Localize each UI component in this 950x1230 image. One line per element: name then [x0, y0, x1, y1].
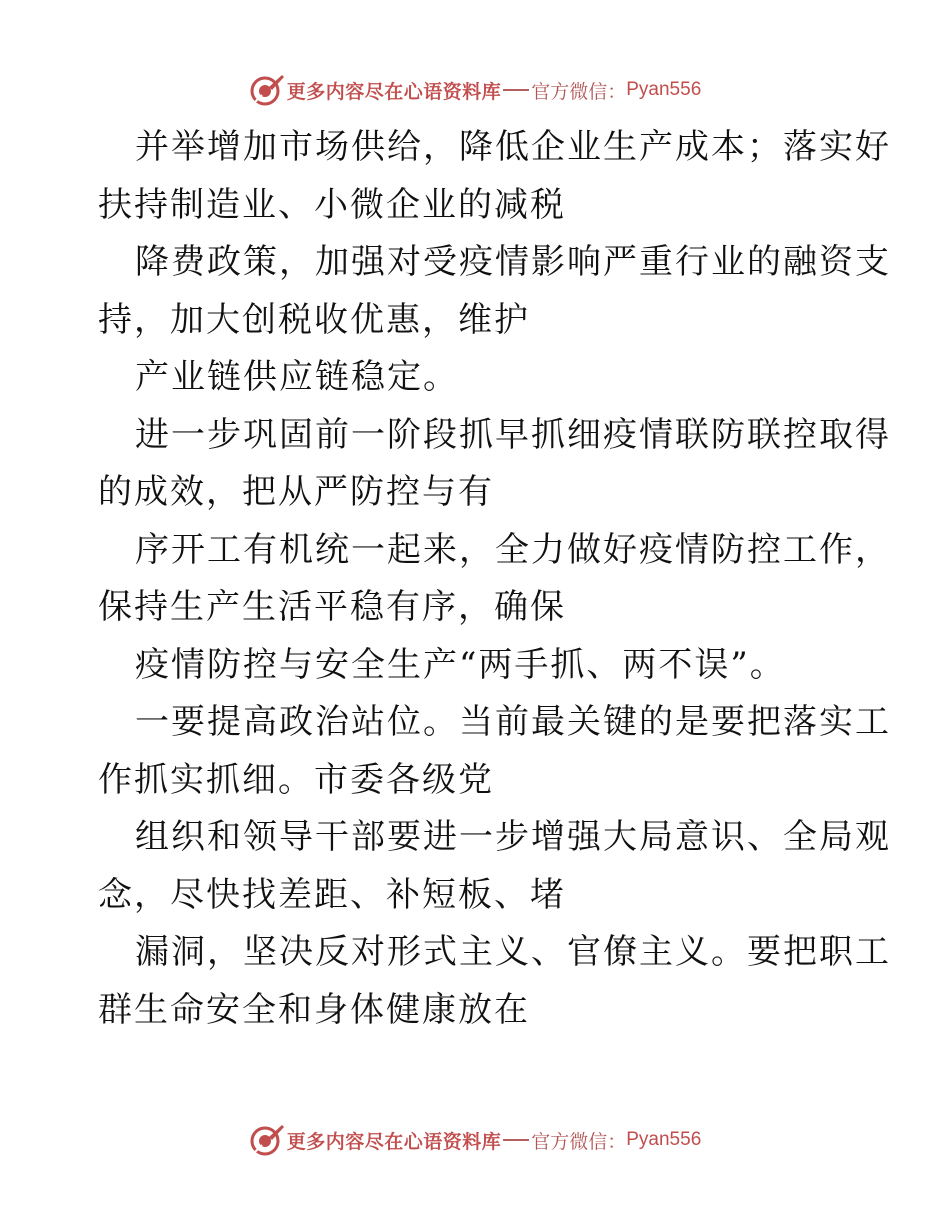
paragraph-line: 念，尽快找差距、补短板、堵 [98, 874, 566, 915]
paragraph-line: 一要提高政治站位。当前最关键的是要把落实工 [135, 702, 891, 742]
watermark-wechat-id: Pyan556 [626, 79, 702, 100]
paragraph-line: 的成效，把从严防控与有 [98, 472, 494, 512]
watermark-wechat-id: Pyan556 [626, 1129, 702, 1150]
paragraph-line: 持，加大创税收优惠，维护 [98, 299, 530, 340]
paragraph-line: 作抓实抓细。市委各级党 [98, 759, 494, 800]
pen-logo-icon [249, 1122, 285, 1158]
paragraph-line: 并举增加市场供给，降低企业生产成本；落实好 [135, 127, 891, 167]
footer-watermark [0, 1120, 950, 1160]
pen-logo-icon [249, 72, 285, 108]
document-body [98, 119, 891, 1039]
watermark-dash [503, 89, 529, 91]
watermark-text: 更多内容尽在心语资料库 [286, 1130, 502, 1153]
paragraph-line: 序开工有机统一起来，全力做好疫情防控工作， [135, 529, 891, 570]
paragraph-line: 疫情防控与安全生产“两手抓、两不误”。 [135, 644, 786, 685]
paragraph-line: 产业链供应链稳定。 [135, 357, 459, 397]
watermark-dash [503, 1139, 529, 1141]
paragraph-line: 组织和领导干部要进一步增强大局意识、全局观 [135, 817, 891, 857]
paragraph-line: 漏洞，坚决反对形式主义、官僚主义。要把职工 [135, 932, 891, 972]
paragraph-line: 降费政策，加强对受疫情影响严重行业的融资支 [135, 242, 891, 282]
watermark-wechat-label: 官方微信： [531, 1130, 627, 1153]
watermark-wechat-label: 官方微信： [531, 80, 627, 103]
paragraph-line: 群生命安全和身体健康放在 [98, 989, 530, 1030]
paragraph-line: 保持生产生活平稳有序，确保 [98, 587, 566, 627]
paragraph-line: 扶持制造业、小微企业的减税 [98, 184, 566, 225]
watermark-text: 更多内容尽在心语资料库 [286, 80, 502, 103]
paragraph-line: 进一步巩固前一阶段抓早抓细疫情联防联控取得 [135, 414, 891, 455]
header-watermark [0, 70, 950, 110]
